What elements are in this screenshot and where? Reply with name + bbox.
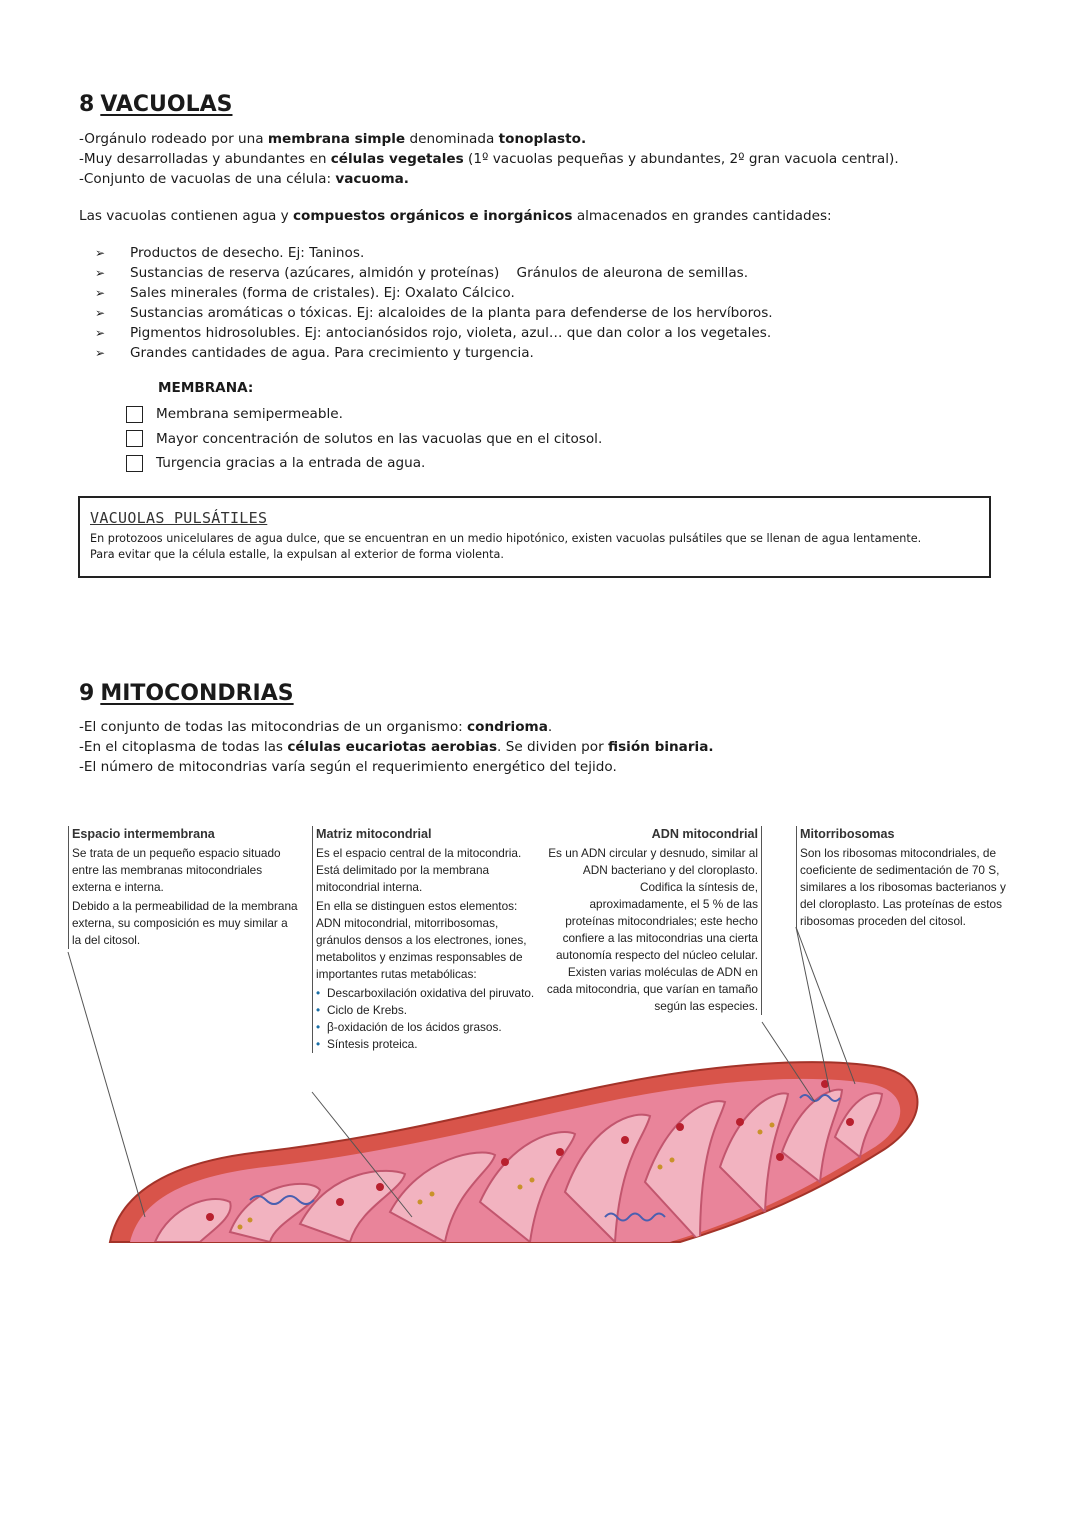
arrow-bullet-icon: ➢ <box>95 246 106 260</box>
box-line: Para evitar que la célula estalle, la expulsan al exterior de forma violenta. <box>90 548 504 561</box>
label-mitochondrial-dna: ADN mitocondrial Es un ADN circular y desnudo, similar al ADN bacteriano y del cloroplasto. Codifica la síntesis de, aproximadamente, el 5 % de las proteínas mitocondriales; este hecho confiere a las mitocondrias una cierta autonomía respecto del núcleo celular. Existen varias moléculas de ADN en cada mitocondria, que varían en tamaño según las especies. <box>540 826 762 1015</box>
label-mitoribosomes: Mitorribosomas Son los ribosomas mitocondriales, de coeficiente de sedimentación de 70 S, similares a los ribosomas bacterianos y del cloroplasto. Las proteínas de estos ribosomas proceden del citosol. <box>796 826 1011 930</box>
mito-line-1: -El conjunto de todas las mitocondrias de un organismo: condrioma. <box>79 719 553 735</box>
arrow-bullet-icon: ➢ <box>95 306 106 320</box>
ribosome <box>846 1118 854 1126</box>
section-title: MITOCONDRIAS <box>100 681 294 706</box>
section-8-heading <box>79 92 232 117</box>
list-item: ➢ Productos de desecho. Ej: Taninos. <box>95 245 365 261</box>
ribosome <box>676 1123 684 1131</box>
ribosome <box>776 1153 784 1161</box>
mito-line-2: -En el citoplasma de todas las células eucariotas aerobias. Se dividen por fisión binaria. <box>79 739 714 755</box>
list-item: ➢ Sustancias aromáticas o tóxicas. Ej: alcaloides de la planta para defenderse de los hervíboros. <box>95 305 773 321</box>
arrow-bullet-icon: ➢ <box>95 326 106 340</box>
list-item: ➢ Sustancias de reserva (azúcares, almidón y proteínas) Gránulos de aleurona de semillas. <box>95 265 749 281</box>
ribosome <box>336 1198 344 1206</box>
checklist-item: Mayor concentración de solutos en las vacuolas que en el citosol. <box>126 427 602 452</box>
vacuole-line-2: -Muy desarrolladas y abundantes en células vegetales (1º vacuolas pequeñas y abundantes, 2º gran vacuola central). <box>79 151 899 167</box>
membrane-checklist <box>126 402 602 476</box>
mito-line-3: -El número de mitocondrias varía según el requerimiento energético del tejido. <box>79 759 617 775</box>
checklist-item: Membrana semipermeable. <box>126 402 602 427</box>
section-number: 8 <box>79 92 95 117</box>
vacuole-intro: Las vacuolas contienen agua y compuestos orgánicos e inorgánicos almacenados en grandes cantidades: <box>79 208 832 224</box>
ribosome <box>621 1136 629 1144</box>
mitochondrion-figure <box>60 822 1020 1252</box>
ribosome <box>501 1158 509 1166</box>
membrane-title: MEMBRANA: <box>158 380 254 396</box>
matrix-routes-list <box>316 985 537 1053</box>
label-mitochondrial-matrix: Matriz mitocondrial Es el espacio central de la mitocondria. Está delimitado por la membrana mitocondrial interna. En ella se distinguen estos elementos: ADN mitocondrial, mitorribosomas, gránulos densos a los electrones, iones, metabolitos y enzimas responsables de importantes rutas metabólicas: • Descarboxilación oxidativa del piruvato. • Ciclo de Krebs. • β-oxidación de los ácidos grasos. • Síntesis proteica. <box>312 826 537 1053</box>
section-9-heading <box>79 681 294 706</box>
ribosome <box>376 1183 384 1191</box>
label-intermembrane-space: Espacio intermembrana Se trata de un pequeño espacio situado entre las membranas mitocondriales externa e interna. Debido a la permeabilidad de la membrana externa, su composición es muy similar a la del citosol. <box>68 826 298 949</box>
vacuole-contents-list <box>95 243 773 363</box>
vacuole-line-3: -Conjunto de vacuolas de una célula: vacuoma. <box>79 171 409 187</box>
pulsatile-vacuoles-box <box>78 496 991 578</box>
list-item: ➢ Sales minerales (forma de cristales). Ej: Oxalato Cálcico. <box>95 285 515 301</box>
ribosome <box>736 1118 744 1126</box>
list-item: • Descarboxilación oxidativa del piruvato. <box>316 985 537 1002</box>
list-item: • β-oxidación de los ácidos grasos. <box>316 1019 537 1036</box>
checklist-item: Turgencia gracias a la entrada de agua. <box>126 451 602 476</box>
checkbox-icon[interactable] <box>126 430 143 447</box>
arrow-bullet-icon: ➢ <box>95 286 106 300</box>
box-title: VACUOLAS PULSÁTILES <box>90 509 268 527</box>
arrow-bullet-icon: ➢ <box>95 346 106 360</box>
list-item: ➢ Pigmentos hidrosolubles. Ej: antocianósidos rojo, violeta, azul… que dan color a los vegetales. <box>95 325 772 341</box>
arrow-bullet-icon: ➢ <box>95 266 106 280</box>
ribosome <box>556 1148 564 1156</box>
list-item: • Síntesis proteica. <box>316 1036 537 1053</box>
ribosome <box>206 1213 214 1221</box>
checkbox-icon[interactable] <box>126 455 143 472</box>
box-line: En protozoos unicelulares de agua dulce, que se encuentran en un medio hipotónico, existen vacuolas pulsátiles que se llenan de agua lentamente. <box>90 532 922 545</box>
section-title: VACUOLAS <box>100 92 233 117</box>
vacuole-line-1: -Orgánulo rodeado por una membrana simple denominada tonoplasto. <box>79 131 587 147</box>
list-item: • Ciclo de Krebs. <box>316 1002 537 1019</box>
list-item: ➢ Grandes cantidades de agua. Para crecimiento y turgencia. <box>95 345 534 361</box>
checkbox-icon[interactable] <box>126 406 143 423</box>
section-number: 9 <box>79 681 95 706</box>
